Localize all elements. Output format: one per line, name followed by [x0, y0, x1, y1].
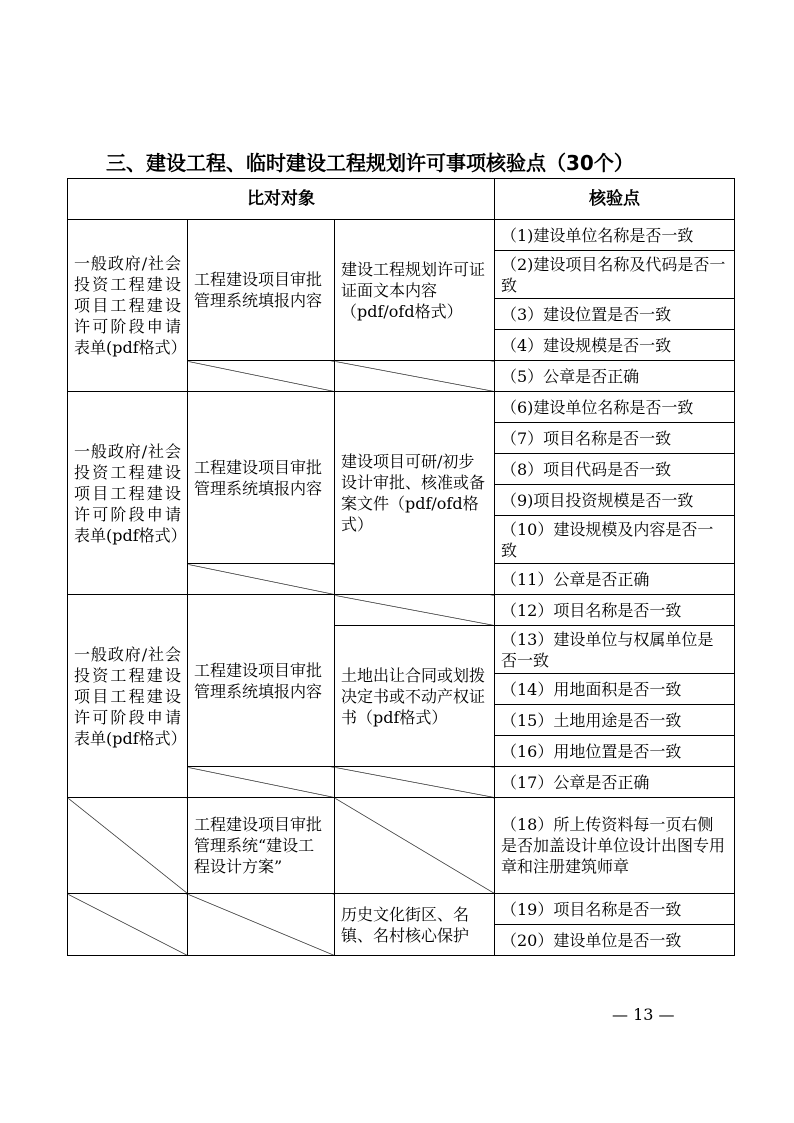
checkpoint-10: （10）建设规模及内容是否一致 [495, 516, 735, 564]
group3-application-form: 一般政府/社会投资工程建设项目工程建设许可阶段申请表单(pdf格式） [68, 595, 188, 798]
checkpoint-20: （20）建设单位是否一致 [495, 925, 735, 956]
table-row [68, 798, 735, 894]
table-row [68, 220, 735, 251]
checkpoint-2: （2)建设项目名称及代码是否一致 [495, 251, 735, 299]
group3-system-content: 工程建设项目审批管理系统填报内容 [188, 595, 335, 767]
checkpoint-19: （19）项目名称是否一致 [495, 894, 735, 925]
page-number: — 13 — [612, 1005, 675, 1024]
group3-land-certificate: 土地出让合同或划拨决定书或不动产权证书（pdf格式） [335, 626, 495, 767]
empty-cell-diagonal [335, 361, 495, 392]
group4-design-scheme: 工程建设项目审批管理系统“建设工程设计方案” [188, 798, 335, 894]
checkpoint-18: （18）所上传资料每一页右侧是否加盖设计单位设计出图专用章和注册建筑师章 [495, 798, 735, 894]
checkpoint-9: （9)项目投资规模是否一致 [495, 485, 735, 516]
checkpoint-16: （16）用地位置是否一致 [495, 736, 735, 767]
checkpoint-7: （7）项目名称是否一致 [495, 423, 735, 454]
empty-cell-diagonal [68, 894, 188, 956]
empty-cell-diagonal [335, 798, 495, 894]
checkpoint-4: （4）建设规模是否一致 [495, 330, 735, 361]
empty-cell-diagonal [68, 798, 188, 894]
table-header-row [68, 179, 735, 220]
empty-cell-diagonal [188, 564, 335, 595]
group1-application-form: 一般政府/社会投资工程建设项目工程建设许可阶段申请表单(pdf格式） [68, 220, 188, 392]
empty-cell-diagonal [188, 361, 335, 392]
header-compare: 比对对象 [68, 179, 495, 220]
checkpoint-3: （3）建设位置是否一致 [495, 299, 735, 330]
empty-cell-diagonal [188, 767, 335, 798]
checkpoint-15: （15）土地用途是否一致 [495, 705, 735, 736]
table-row [68, 595, 735, 626]
checkpoint-table [67, 178, 735, 956]
table-row [68, 392, 735, 423]
group2-application-form: 一般政府/社会投资工程建设项目工程建设许可阶段申请表单(pdf格式） [68, 392, 188, 595]
checkpoint-14: （14）用地面积是否一致 [495, 674, 735, 705]
empty-cell-diagonal [188, 894, 335, 956]
empty-cell-diagonal [335, 767, 495, 798]
group5-heritage-protection: 历史文化街区、名镇、名村核心保护 [335, 894, 495, 956]
group1-system-content: 工程建设项目审批管理系统填报内容 [188, 220, 335, 361]
checkpoint-6: （6)建设单位名称是否一致 [495, 392, 735, 423]
checkpoint-17: （17）公章是否正确 [495, 767, 735, 798]
section-heading: 三、建设工程、临时建设工程规划许可事项核验点（30个） [106, 151, 634, 175]
table-row [68, 894, 735, 925]
checkpoint-12: （12）项目名称是否一致 [495, 595, 735, 626]
checkpoint-1: （1)建设单位名称是否一致 [495, 220, 735, 251]
checkpoint-11: （11）公章是否正确 [495, 564, 735, 595]
group2-system-content: 工程建设项目审批管理系统填报内容 [188, 392, 335, 564]
empty-cell-diagonal [335, 595, 495, 626]
checkpoint-8: （8）项目代码是否一致 [495, 454, 735, 485]
header-checkpoints: 核验点 [495, 179, 735, 220]
checkpoint-13: （13）建设单位与权属单位是否一致 [495, 626, 735, 674]
group1-permit-text: 建设工程规划许可证证面文本内容（pdf/ofd格式） [335, 220, 495, 361]
checkpoint-5: （5）公章是否正确 [495, 361, 735, 392]
group2-approval-document: 建设项目可研/初步设计审批、核准或备案文件（pdf/ofd格式） [335, 392, 495, 595]
